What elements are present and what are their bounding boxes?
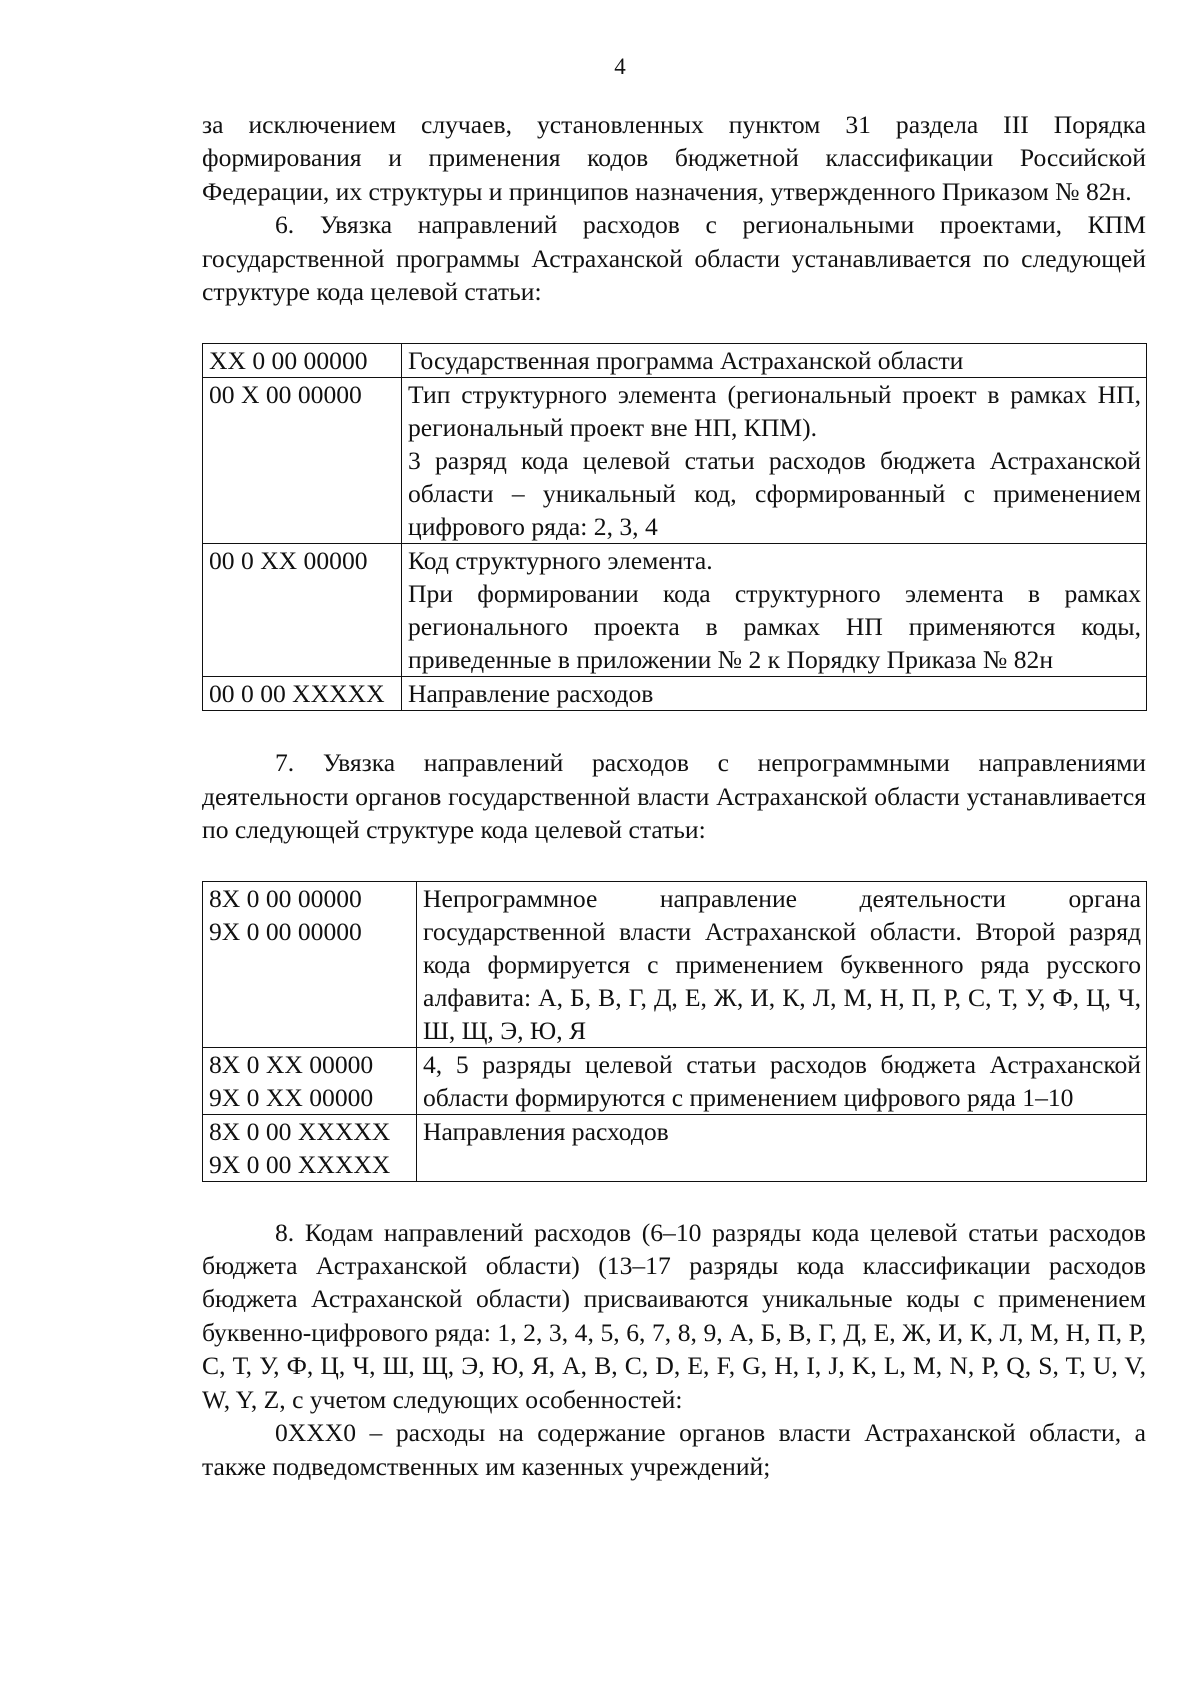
description-cell: Направления расходов [417, 1114, 1147, 1181]
table-row [203, 677, 1147, 711]
description-cell: Код структурного элемента. При формировании кода структурного элемента в рамках регионального проекта в рамках НП применяются коды, приведенные в приложении № 2 к Порядку Приказа № 82н [402, 544, 1147, 677]
description-cell: Государственная программа Астраханской области [402, 344, 1147, 378]
description-cell: Непрограммное направление деятельности органа государственной власти Астраханской области. Второй разряд кода формируется с применением буквенного ряда русского алфавита: А, Б, В, Г, Д, Е, Ж, И, К, Л, М, Н, П, Р, С, Т, У, Ф, Ц, Ч, Ш, Щ, Э, Ю, Я [417, 881, 1147, 1047]
code-cell: XX 0 00 00000 [203, 344, 402, 378]
description-cell: Тип структурного элемента (региональный проект в рамках НП, региональный проект вне НП, КПМ). 3 разряд кода целевой статьи расходов бюджета Астраханской области – уникальный код, сформированный с применением цифрового ряда: 2, 3, 4 [402, 378, 1147, 544]
paragraph: за исключением случаев, установленных пунктом 31 раздела III Порядка формирования и применения кодов бюджетной классификации Российской Федерации, их структуры и принципов назначения, утвержденного Приказом № 82н. [202, 110, 1146, 206]
table-row [203, 544, 1147, 677]
target-article-structure-table-nonprogram [202, 881, 1147, 1182]
code-cell: 8X 0 00 00000 9X 0 00 00000 [203, 881, 417, 1047]
description-cell: Направление расходов [402, 677, 1147, 711]
paragraph: 8. Кодам направлений расходов (6–10 разряды кода целевой статьи расходов бюджета Астраханской области) (13–17 разряды кода классификации расходов бюджета Астраханской области) присваиваются уникальные коды с применением буквенно-цифрового ряда: 1, 2, 3, 4, 5, 6, 7, 8, 9, А, Б, В, Г, Д, Е, Ж, И, К, Л, М, Н, П, Р, С, Т, У, Ф, Ц, Ч, Ш, Щ, Э, Ю, Я, A, B, C, D, E, F, G, H, I, J, K, L, M, N, P, Q, S, T, U, V, W, Y, Z, с учетом следующих особенностей: [202, 1217, 1146, 1414]
code-cell: 8X 0 XX 00000 9X 0 XX 00000 [203, 1047, 417, 1114]
code-cell: 00 X 00 00000 [203, 378, 402, 544]
page-number: 4 [614, 54, 626, 79]
paragraph: 6. Увязка направлений расходов с региональными проектами, КПМ государственной программы Астраханской области устанавливается по следующей структуре кода целевой статьи: [202, 210, 1146, 307]
target-article-structure-table-programs [202, 343, 1147, 711]
description-cell: 4, 5 разряды целевой статьи расходов бюджета Астраханской области формируются с применением цифрового ряда 1–10 [417, 1047, 1147, 1114]
paragraph: 0ХХХ0 – расходы на содержание органов власти Астраханской области, а также подведомственных им казенных учреждений; [202, 1418, 1146, 1481]
code-cell: 00 0 XX 00000 [203, 544, 402, 677]
code-cell: 8X 0 00 XXXXX 9X 0 00 XXXXX [203, 1114, 417, 1181]
table-row [203, 1047, 1147, 1114]
table-row [203, 344, 1147, 378]
code-cell: 00 0 00 XXXXX [203, 677, 402, 711]
table-row [203, 1114, 1147, 1181]
table-row [203, 378, 1147, 544]
document-body [202, 108, 1146, 1483]
paragraph: 7. Увязка направлений расходов с непрограммными направлениями деятельности органов государственной власти Астраханской области устанавливается по следующей структуре кода целевой статьи: [202, 748, 1146, 845]
table-row [203, 881, 1147, 1047]
